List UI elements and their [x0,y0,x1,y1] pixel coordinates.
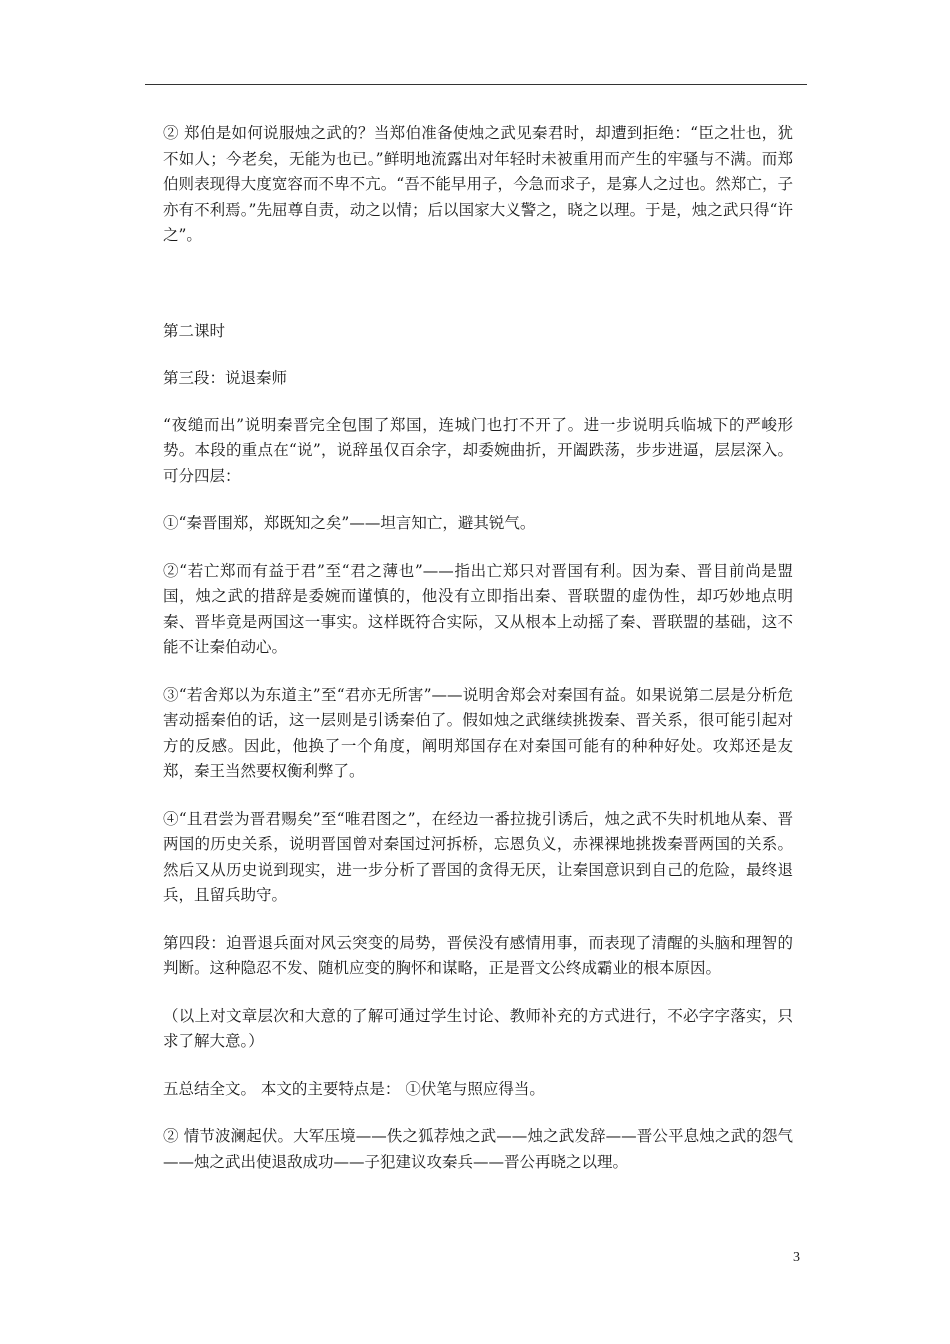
document-body [163,121,793,1175]
paragraph-four: 第四段：迫晋退兵面对风云突变的局势，晋侯没有感情用事，而表现了清醒的头脑和理智的判断。这种隐忍不发、随机应变的胸怀和谋略，正是晋文公终成霸业的根本原因。 [163,933,793,977]
paragraph-zhengbo-persuasion: ② 郑伯是如何说服烛之武的？当郑伯准备使烛之武见秦君时，却遭到拒绝：“臣之壮也，犹不如人；今老矣，无能为也已。”鲜明地流露出对年轻时未被重用而产生的牢骚与不满。而郑伯则表现得大度宽容而不卑不亢。“吾不能早用子，今急而求子，是寡人之过也。然郑亡，子亦有不利焉。”先屈尊自责，动之以情；后以国家大义警之，晓之以理。于是，烛之武只得“许之”。 [163,124,793,244]
list-item-layer-2: ②“若亡郑而有益于君”至“君之薄也”——指出亡郑只对晋国有利。因为秦、晋目前尚是盟国，烛之武的措辞是委婉而谨慎的，他没有立即指出秦、晋联盟的虚伪性，却巧妙地点明秦、晋毕竟是两国这一事实。这样既符合实际，又从根本上动摇了秦、晋联盟的基础，这不能不让秦伯动心。 [163,561,793,656]
page-number: 3 [793,1250,800,1265]
paragraph-note: （以上对文章层次和大意的了解可通过学生讨论、教师补充的方式进行，不必字字落实，只求了解大意。） [163,1006,793,1050]
section-heading-second-lesson: 第二课时 [163,321,226,340]
list-item-layer-4: ④“且君尝为晋君赐矣”至“唯君图之”，在经边一番拉拢引诱后，烛之武不失时机地从秦、晋两国的历史关系，说明晋国曾对秦国过河拆桥，忘恩负义，赤裸裸地挑拨秦晋两国的关系。然后又从历史说到现实，进一步分析了晋国的贪得无厌，让秦国意识到自己的危险，最终退兵，且留兵助守。 [163,809,793,904]
section-heading-paragraph-three: 第三段：说退秦师 [163,369,288,387]
paragraph-summary: 五总结全文。 本文的主要特点是： ①伏笔与照应得当。 [163,1079,545,1098]
list-item-layer-3: ③“若舍郑以为东道主”至“君亦无所害”——说明舍郑会对秦国有益。如果说第二层是分析危害动摇秦伯的话，这一层则是引诱秦伯了。假如烛之武继续挑拨秦、晋关系，很可能引起对方的反感。因此，他换了一个角度，阐明郑国存在对秦国可能有的种种好处。攻郑还是友郑，秦王当然要权衡利弊了。 [163,685,793,780]
list-item-layer-1: ①“秦晋围郑，郑既知之矣”——坦言知亡，避其锐气。 [163,514,536,532]
paragraph-night-exit: “夜缒而出”说明秦晋完全包围了郑国，连城门也打不开了。进一步说明兵临城下的严峻形势。本段的重点在“说”，说辞虽仅百余字，却委婉曲折，开阖跌荡，步步进逼，层层深入。可分四层： [163,415,793,485]
paragraph-plot: ② 情节波澜起伏。大军压境——佚之狐荐烛之武——烛之武发辞——晋公平息烛之武的怨气——烛之武出使退敌成功——子犯建议攻秦兵——晋公再晓之以理。 [163,1127,793,1171]
header-rule [145,84,807,85]
